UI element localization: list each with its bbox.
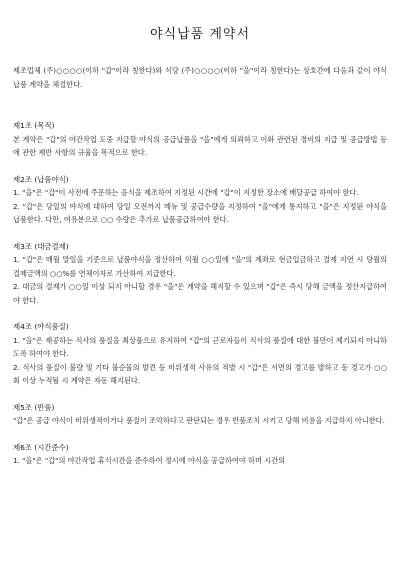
article-heading: 제4조 (야식품질) (13, 322, 69, 331)
article-heading: 제3조 (대금결제) (13, 241, 69, 251)
document-title: 야식납품 계약서 (149, 27, 251, 42)
article-paragraph: 1. "을"은 "갑"이 사전에 주문하는 음식을 제조하여 지정된 시간에 "갑"이 지정한 장소에 배달공급 하여야 한다. (13, 188, 359, 197)
article-heading: 제5조 (반품) (13, 402, 55, 412)
document-body (13, 64, 387, 481)
article-4 (13, 320, 387, 388)
article-heading: 제6조 (시간준수) (13, 442, 69, 452)
article-heading: 제2조 (납품야식) (13, 174, 69, 184)
article-5 (13, 401, 387, 428)
article-paragraph: 2. "갑"은 당일의 야식에 대하여 당일 오전까지 메뉴 및 공급수량을 지정하여 "을"에게 통지하고 "을"은 지정된 야식을 납품한다. 다만, 여유분으로 ○○ 수량은 추가로 납품공급하여야 한다. (13, 201, 387, 224)
article-paragraph: 2. 대금의 결제가 ○○일 이상 되지 아니할 경우 "을"은 계약을 해지할 수 있으며 "갑"은 즉시 당해 금액을 정산지급하여야 한다. (13, 282, 387, 305)
article-paragraph: 1. "을"은 제공하는 식사의 품질을 최상품으로 유지하여 "갑"의 근로자들이 식사의 품질에 대한 불만이 제기되지 아니하도록 하여야 한다. (13, 335, 387, 358)
article-paragraph: 1. "을"은 "갑"의 야간작업 휴식시간을 준수하여 정시에 야식을 공급하여야 하며 시간의 (13, 456, 286, 465)
article-heading: 제1조 (목적) (13, 121, 55, 130)
article-6 (13, 441, 387, 468)
article-paragraph: 1. "갑"은 매월 말일을 기준으로 납품야식을 정산하여 익월 ○○일에 "을"의 계좌로 현금입금하고 결제 지연 시 당월의 결제금액의 ○○%를 연체이자로 가산하여 지급한다. (13, 255, 387, 278)
article-1 (13, 119, 387, 160)
article-paragraph: "갑"은 공급 야식이 비위생적이거나 품질이 조악하다고 판단되는 경우 반품조치 시키고 당해 비용을 지급하지 아니한다. (13, 416, 385, 425)
article-paragraph: 2. 식사의 품질이 불량 및 기타 불순물의 발견 등 비위생적 사유의 적발 시 "갑"은 서면의 경고를 발하고 동 경고가 ○○회 이상 누적될 시 계약은 자동 해지된다. (13, 362, 387, 385)
article-3 (13, 240, 387, 308)
article-paragraph: 본 계약은 "갑"의 야간작업 도중 지급할 야식의 공급납품을 "을"에게 의뢰하고 이와 관련된 경비의 지급 및 공급방법 등에 관한 제반 사항의 규율을 목적으로 한다. (13, 134, 387, 157)
intro-paragraph: 제조업체 (주)○○○○(이하 "갑"이라 칭한다)와 식당 (주)○○○○(이하 "을"이라 칭한다)는 상호간에 다음과 같이 야식납품 계약을 체결한다. (13, 66, 387, 89)
article-2 (13, 173, 387, 227)
